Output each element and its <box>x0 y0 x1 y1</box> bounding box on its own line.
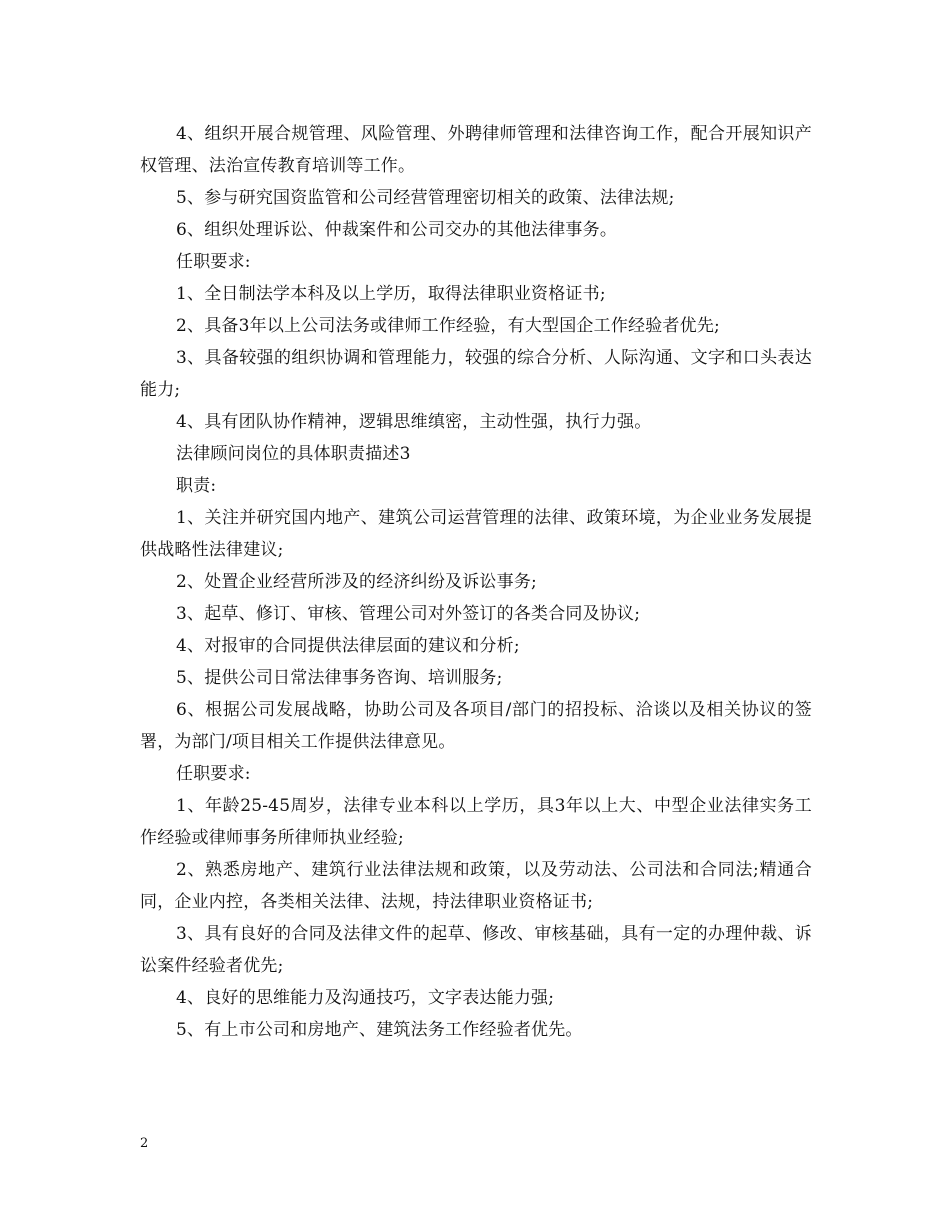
section-heading: 任职要求: <box>176 252 251 272</box>
paragraph: 5、参与研究国资监管和公司经营管理密切相关的政策、法律法规; <box>176 188 675 208</box>
section-heading: 任职要求: <box>176 764 251 784</box>
paragraph: 1、关注并研究国内地产、建筑公司运营管理的法律、政策环境，为企业业务发展提供战略性法律建议; <box>140 508 812 560</box>
paragraph: 1、全日制法学本科及以上学历，取得法律职业资格证书; <box>176 284 606 304</box>
paragraph: 6、组织处理诉讼、仲裁案件和公司交办的其他法律事务。 <box>176 220 618 240</box>
paragraph: 5、提供公司日常法律事务咨询、培训服务; <box>176 668 503 688</box>
paragraph: 6、根据公司发展战略，协助公司及各项目/部门的招投标、洽谈以及相关协议的签署，为部门/项目相关工作提供法律意见。 <box>140 700 812 752</box>
document-body <box>140 118 812 1046</box>
paragraph: 5、有上市公司和房地产、建筑法务工作经验者优先。 <box>176 1020 583 1040</box>
paragraph: 2、具备3年以上公司法务或律师工作经验，有大型国企工作经验者优先; <box>176 316 720 336</box>
paragraph: 2、处置企业经营所涉及的经济纠纷及诉讼事务; <box>176 572 537 592</box>
paragraph: 4、对报审的合同提供法律层面的建议和分析; <box>176 636 520 656</box>
paragraph: 4、良好的思维能力及沟通技巧，文字表达能力强; <box>176 988 555 1008</box>
section-heading: 职责: <box>176 476 217 496</box>
paragraph: 1、年龄25-45周岁，法律专业本科以上学历，具3年以上大、中型企业法律实务工作经验或律师事务所律师执业经验; <box>140 796 812 848</box>
paragraph: 4、具有团队协作精神，逻辑思维缜密，主动性强，执行力强。 <box>176 412 652 432</box>
paragraph: 3、起草、修订、审核、管理公司对外签订的各类合同及协议; <box>176 604 641 624</box>
page-number: 2 <box>140 1136 149 1151</box>
paragraph: 3、具备较强的组织协调和管理能力，较强的综合分析、人际沟通、文字和口头表达能力; <box>140 348 812 400</box>
paragraph: 4、组织开展合规管理、风险管理、外聘律师管理和法律咨询工作，配合开展知识产权管理、法治宣传教育培训等工作。 <box>140 124 812 176</box>
paragraph: 3、具有良好的合同及法律文件的起草、修改、审核基础，具有一定的办理仲裁、诉讼案件经验者优先; <box>140 924 812 976</box>
section-title: 法律顾问岗位的具体职责描述3 <box>176 444 411 464</box>
paragraph: 2、熟悉房地产、建筑行业法律法规和政策，以及劳动法、公司法和合同法;精通合同，企业内控，各类相关法律、法规，持法律职业资格证书; <box>140 860 812 912</box>
